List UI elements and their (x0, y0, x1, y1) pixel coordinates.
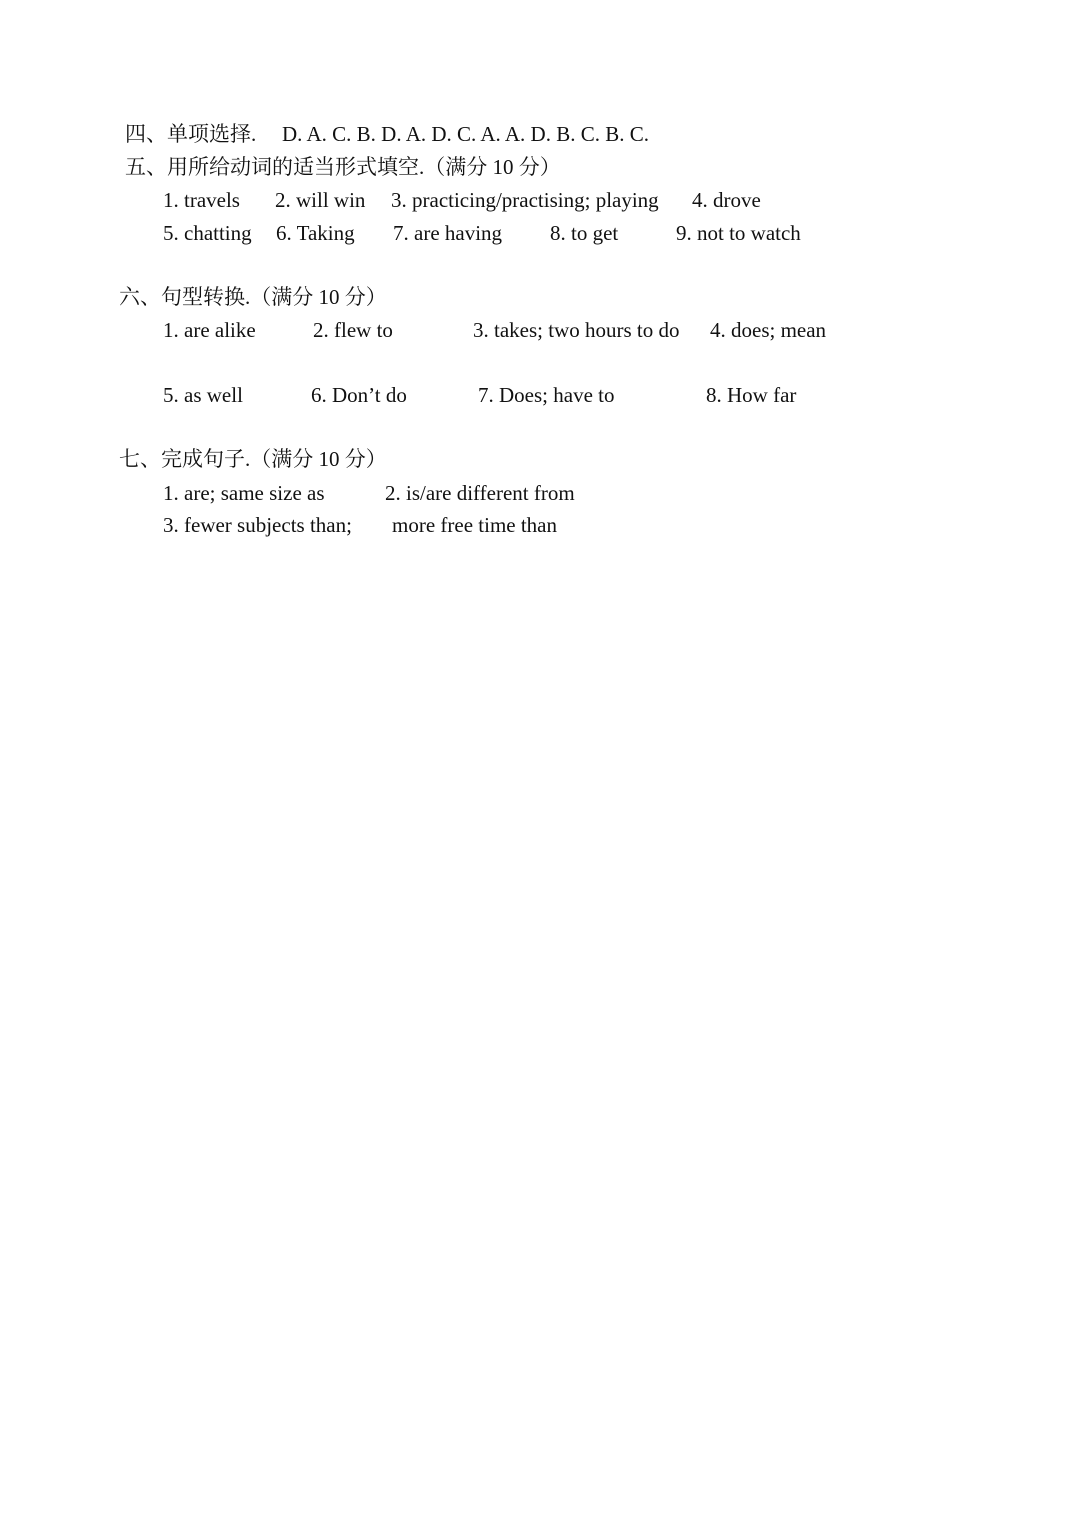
answer-item: 2. is/are different from (385, 481, 575, 505)
answer-item: 3. practicing/practising; playing (391, 188, 659, 212)
section-4-heading: 四、单项选择. (125, 122, 257, 146)
answer-item: 7. are having (393, 221, 503, 245)
answer-item: 3. fewer subjects than; (163, 513, 352, 537)
answer-item: 8. to get (550, 221, 619, 245)
answer-item: 3. takes; two hours to do (473, 318, 680, 342)
section-4-answers: D. A. C. B. D. A. D. C. A. A. D. B. C. B. C. (282, 122, 649, 146)
section-6-heading: 六、句型转换.（满分 10 分） (119, 285, 387, 309)
answer-item: 1. travels (163, 188, 240, 212)
answer-item: 4. drove (692, 188, 761, 212)
answer-item: more free time than (392, 513, 558, 537)
answer-item: 5. chatting (163, 221, 252, 245)
answer-item: 5. as well (163, 383, 243, 407)
answer-item: 4. does; mean (710, 318, 827, 342)
section-7-heading: 七、完成句子.（满分 10 分） (119, 447, 387, 471)
answer-item: 6. Don’t do (311, 383, 407, 407)
answer-item: 7. Does; have to (478, 383, 615, 407)
answer-item: 1. are alike (163, 318, 256, 342)
answer-item: 2. will win (275, 188, 366, 212)
section-5-heading: 五、用所给动词的适当形式填空.（满分 10 分） (125, 155, 561, 179)
answer-item: 8. How far (706, 383, 797, 407)
answer-item: 6. Taking (276, 221, 355, 245)
answer-item: 2. flew to (313, 318, 393, 342)
answer-item: 1. are; same size as (163, 481, 325, 505)
answer-item: 9. not to watch (676, 221, 801, 245)
